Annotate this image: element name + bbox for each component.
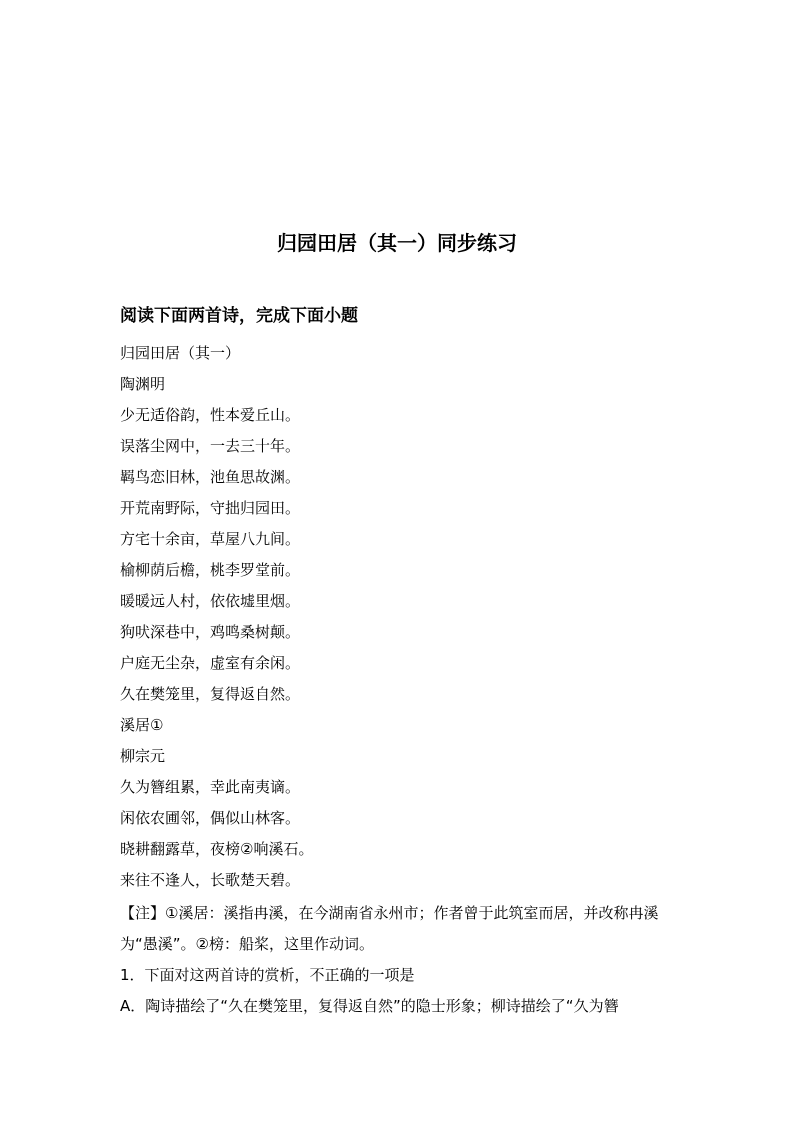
- poem1-author: 陶渊明: [120, 375, 166, 393]
- annotation-note: [120, 898, 680, 960]
- document-title: 归园田居（其一）同步练习: [277, 231, 517, 255]
- poem1-title: 归园田居（其一）: [120, 344, 241, 362]
- option-a: A．陶诗描绘了“久在樊笼里，复得返自然”的隐士形象；柳诗描绘了“久为簪: [120, 997, 619, 1015]
- poem2-line: 晓耕翻露草，夜榜②响溪石。: [120, 840, 314, 858]
- poem1-line: 暖暖远人村，依依墟里烟。: [120, 592, 301, 610]
- poem2-line: 久为簪组累，幸此南夷谪。: [120, 778, 301, 796]
- poem2-line: 闲依农圃邻，偶似山林客。: [120, 809, 301, 827]
- poem1-line: 方宅十余亩，草屋八九间。: [120, 530, 301, 548]
- poem2-line: 来往不逢人，长歌楚天碧。: [120, 871, 301, 889]
- poem1-line: 羁鸟恋旧林，池鱼思故渊。: [120, 468, 301, 486]
- poem1-line: 狗吠深巷中，鸡鸣桑树颠。: [120, 623, 301, 641]
- poem2-author: 柳宗元: [120, 747, 166, 765]
- poem1-line: 少无适俗韵，性本爱丘山。: [120, 406, 301, 424]
- poem1-line: 榆柳荫后檐，桃李罗堂前。: [120, 561, 301, 579]
- question-1: 1．下面对这两首诗的赏析，不正确的一项是: [120, 966, 415, 984]
- poem1-line: 误落尘网中，一去三十年。: [120, 437, 301, 455]
- note-tag: 【注】: [120, 904, 166, 922]
- poem2-title: 溪居①: [120, 716, 164, 734]
- poem1-line: 开荒南野际，守拙归园田。: [120, 499, 301, 517]
- poem-lines-list: [120, 338, 680, 896]
- note-text: ①溪居：溪指冉溪，在今湖南省永州市；作者曾于此筑室而居，并改称冉溪为“愚溪”。②榜：船桨，这里作动词。: [120, 904, 659, 953]
- section-heading: 阅读下面两首诗，完成下面小题: [120, 306, 358, 326]
- poem1-line: 户庭无尘杂，虚室有余闲。: [120, 654, 301, 672]
- poem1-line: 久在樊笼里，复得返自然。: [120, 685, 301, 703]
